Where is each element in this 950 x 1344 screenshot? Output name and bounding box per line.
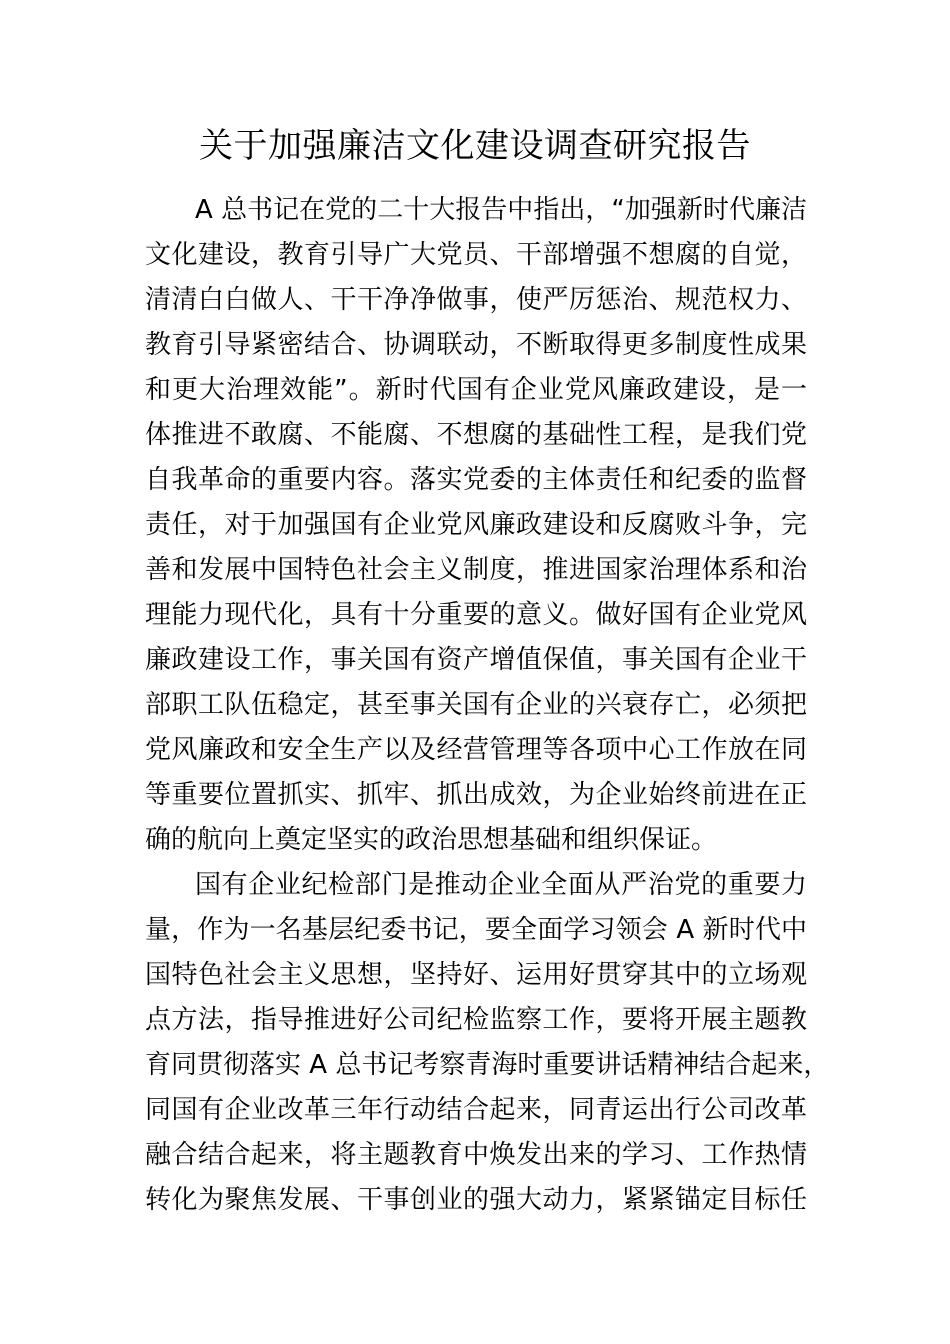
paragraph-1 (145, 188, 807, 863)
text-line: 廉政建设工作，事关国有资产增值保值，事关国有企业干 (145, 645, 807, 675)
text-line: 清清白白做人、干干净净做事，使严厉惩治、规范权力、 (145, 285, 807, 315)
text-line: 理能力现代化，具有十分重要的意义。做好国有企业党风 (145, 600, 807, 630)
text-line: 融合结合起来，将主题教育中焕发出来的学习、工作热情 (145, 1140, 807, 1170)
text-line: 部职工队伍稳定，甚至事关国有企业的兴衰存亡，必须把 (145, 690, 807, 720)
text-line: 文化建设，教育引导广大党员、干部增强不想腐的自觉， (145, 240, 807, 270)
text-line: 等重要位置抓实、抓牢、抓出成效，为企业始终前进在正 (145, 780, 807, 810)
text-line: 和更大治理效能”。新时代国有企业党风廉政建设，是一 (145, 375, 807, 405)
text-line: 转化为聚焦发展、干事创业的强大动力，紧紧锚定目标任 (145, 1185, 807, 1215)
text-line: 同国有企业改革三年行动结合起来，同青运出行公司改革 (145, 1095, 807, 1125)
text-line: 确的航向上奠定坚实的政治思想基础和组织保证。 (145, 825, 718, 855)
text-line: 责任，对于加强国有企业党风廉政建设和反腐败斗争，完 (145, 510, 807, 540)
text-line: 国特色社会主义思想，坚持好、运用好贯穿其中的立场观 (145, 960, 807, 990)
text-line: 量，作为一名基层纪委书记，要全面学习领会 A 新时代中 (145, 915, 807, 945)
text-line: 自我革命的重要内容。落实党委的主体责任和纪委的监督 (145, 465, 807, 495)
paragraph-2 (145, 863, 830, 1223)
text-line: A 总书记在党的二十大报告中指出，“加强新时代廉洁 (195, 195, 807, 225)
text-line: 党风廉政和安全生产以及经营管理等各项中心工作放在同 (145, 735, 807, 765)
text-line: 体推进不敢腐、不能腐、不想腐的基础性工程，是我们党 (145, 420, 807, 450)
text-line: 教育引导紧密结合、协调联动，不断取得更多制度性成果 (145, 330, 807, 360)
document-body (145, 188, 830, 1223)
text-line: 点方法，指导推进好公司纪检监察工作，要将开展主题教 (145, 1005, 807, 1035)
text-line: 国有企业纪检部门是推动企业全面从严治党的重要力 (195, 870, 807, 900)
text-line: 育同贯彻落实 A 总书记考察青海时重要讲话精神结合起来， (145, 1050, 830, 1080)
text-line: 善和发展中国特色社会主义制度，推进国家治理体系和治 (145, 555, 807, 585)
document-title: 关于加强廉洁文化建设调查研究报告 (199, 126, 751, 166)
